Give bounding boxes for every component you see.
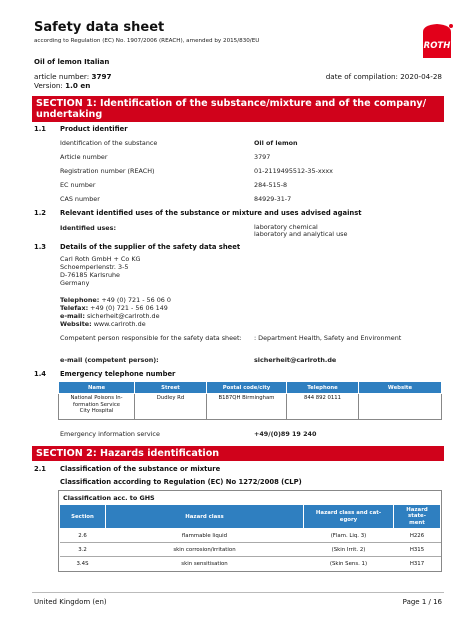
cell-telephone: 844 892 0111 (287, 394, 359, 420)
section-1-4-number: 1.4 (34, 370, 47, 378)
cell-hazard-category: (Flam. Liq. 3) (304, 529, 394, 543)
table-row (60, 529, 441, 543)
col-section: Section (60, 505, 106, 529)
emergency-table-header (59, 382, 442, 394)
document-title: Safety data sheet (34, 20, 165, 35)
supplier-telephone (60, 296, 171, 304)
supplier-street: Schoemperlenstr. 3-5 (60, 263, 129, 271)
supplier-country: Germany (60, 279, 90, 287)
ghs-table-header (60, 505, 441, 529)
identified-uses-value-1: laboratory chemical (254, 223, 318, 231)
telefax-value: +49 (0) 721 - 56 06 149 (88, 304, 168, 312)
section-1-3-number: 1.3 (34, 243, 47, 251)
ec-number-label: EC number (60, 181, 96, 189)
section-1-4-heading: Emergency telephone number (60, 370, 176, 378)
section-1-1-number: 1.1 (34, 125, 47, 133)
footer-divider (32, 592, 444, 593)
cell-hazard-class: flammable liquid (106, 529, 304, 543)
col-hazard-statement: Hazard state- ment (394, 505, 441, 529)
identification-label: Identification of the substance (60, 139, 158, 147)
cell-section: 3.2 (60, 543, 106, 557)
supplier-telefax (60, 304, 168, 312)
cell-hazard-statement: H226 (394, 529, 441, 543)
supplier-city: D-76185 Karlsruhe (60, 271, 120, 279)
cell-section: 3.4S (60, 557, 106, 571)
competent-email-value[interactable]: sicherheit@carlroth.de (254, 356, 337, 364)
section-1-header: SECTION 1: Identification of the substance/mixture and of the company/ undertaking (32, 96, 444, 122)
competent-email-label: e-mail (competent person): (60, 356, 159, 364)
cell-postal: B187QH Birmingham (207, 394, 287, 420)
col-hazard-category: Hazard class and cat- egory (304, 505, 394, 529)
cell-hazard-statement: H317 (394, 557, 441, 571)
roth-logo (420, 22, 454, 60)
col-postal: Postal code/city (207, 382, 287, 394)
cell-website (359, 394, 442, 420)
section-1-2-number: 1.2 (34, 209, 47, 217)
compilation-date: date of compilation: 2020-04-28 (325, 72, 442, 81)
emergency-contacts-table (58, 381, 442, 420)
svg-text:ROTH: ROTH (423, 41, 451, 51)
table-row (59, 394, 442, 420)
ghs-classification-box (58, 490, 442, 572)
article-number (34, 72, 111, 81)
cell-section: 2.6 (60, 529, 106, 543)
telefax-label: Telefax: (60, 304, 89, 312)
supplier-email (60, 312, 160, 320)
article-label: article number: (34, 72, 92, 81)
supplier-website (60, 320, 146, 328)
email-value[interactable]: sicherheit@carlroth.de (84, 312, 160, 320)
cell-hazard-category: (Skin Irrit. 2) (304, 543, 394, 557)
cas-number-label: CAS number (60, 195, 100, 203)
email-label: e-mail: (60, 312, 85, 320)
ghs-box-title: Classification acc. to GHS (63, 494, 155, 502)
emergency-service-label: Emergency information service (60, 430, 160, 438)
version (34, 81, 90, 90)
table-row (60, 543, 441, 557)
product-name: Oil of lemon Italian (34, 58, 110, 66)
section-2-1-number: 2.1 (34, 465, 47, 473)
telephone-value: +49 (0) 721 - 56 06 0 (99, 296, 171, 304)
document-subtitle: according to Regulation (EC) No. 1907/2006 (REACH), amended by 2015/830/EU (34, 38, 260, 44)
section-1-2-heading: Relevant identified uses of the substance or mixture and uses advised against (60, 209, 362, 217)
emergency-service-value: +49/(0)89 19 240 (254, 430, 317, 438)
footer-country: United Kingdom (en) (34, 598, 107, 606)
identified-uses-value-2: laboratory and analytical use (254, 230, 348, 238)
article-number-label: Article number (60, 153, 108, 161)
version-value: 1.0 en (65, 81, 91, 90)
registration-value: 01-2119495512-35-xxxx (254, 167, 333, 175)
cell-hazard-class: skin sensitisation (106, 557, 304, 571)
section-2-1-heading: Classification of the substance or mixture (60, 465, 221, 473)
col-website: Website (359, 382, 442, 394)
section-2-header: SECTION 2: Hazards identification (32, 446, 444, 461)
col-street: Street (135, 382, 207, 394)
ec-number-value: 284-515-8 (254, 181, 288, 189)
website-label: Website: (60, 320, 92, 328)
supplier-name: Carl Roth GmbH + Co KG (60, 255, 141, 263)
cas-number-value: 84929-31-7 (254, 195, 292, 203)
col-telephone: Telephone (287, 382, 359, 394)
cell-name: National Poisons In- formation Service City Hospital (59, 394, 135, 420)
competent-person-label: Competent person responsible for the safety data sheet: (60, 334, 242, 342)
table-row (60, 557, 441, 571)
identified-uses-label: Identified uses: (60, 224, 116, 232)
section-1-3-heading: Details of the supplier of the safety data sheet (60, 243, 241, 251)
article-value: 3797 (91, 72, 112, 81)
cell-hazard-category: (Skin Sens. 1) (304, 557, 394, 571)
clp-classification-heading: Classification according to Regulation (EC) No 1272/2008 (CLP) (60, 478, 302, 486)
cell-street: Dudley Rd (135, 394, 207, 420)
ghs-table (59, 504, 441, 571)
registration-label: Registration number (REACH) (60, 167, 155, 175)
cell-hazard-class: skin corrosion/irritation (106, 543, 304, 557)
section-1-1-heading: Product identifier (60, 125, 128, 133)
competent-person-value: : Department Health, Safety and Environment (254, 334, 402, 342)
version-label: Version: (34, 81, 66, 90)
identification-value: Oil of lemon (254, 139, 298, 147)
telephone-label: Telephone: (60, 296, 100, 304)
cell-hazard-statement: H315 (394, 543, 441, 557)
col-hazard-class: Hazard class (106, 505, 304, 529)
col-name: Name (59, 382, 135, 394)
website-value[interactable]: www.carlroth.de (91, 320, 146, 328)
article-number-value: 3797 (254, 153, 271, 161)
footer-page-number: Page 1 / 16 (402, 598, 442, 606)
